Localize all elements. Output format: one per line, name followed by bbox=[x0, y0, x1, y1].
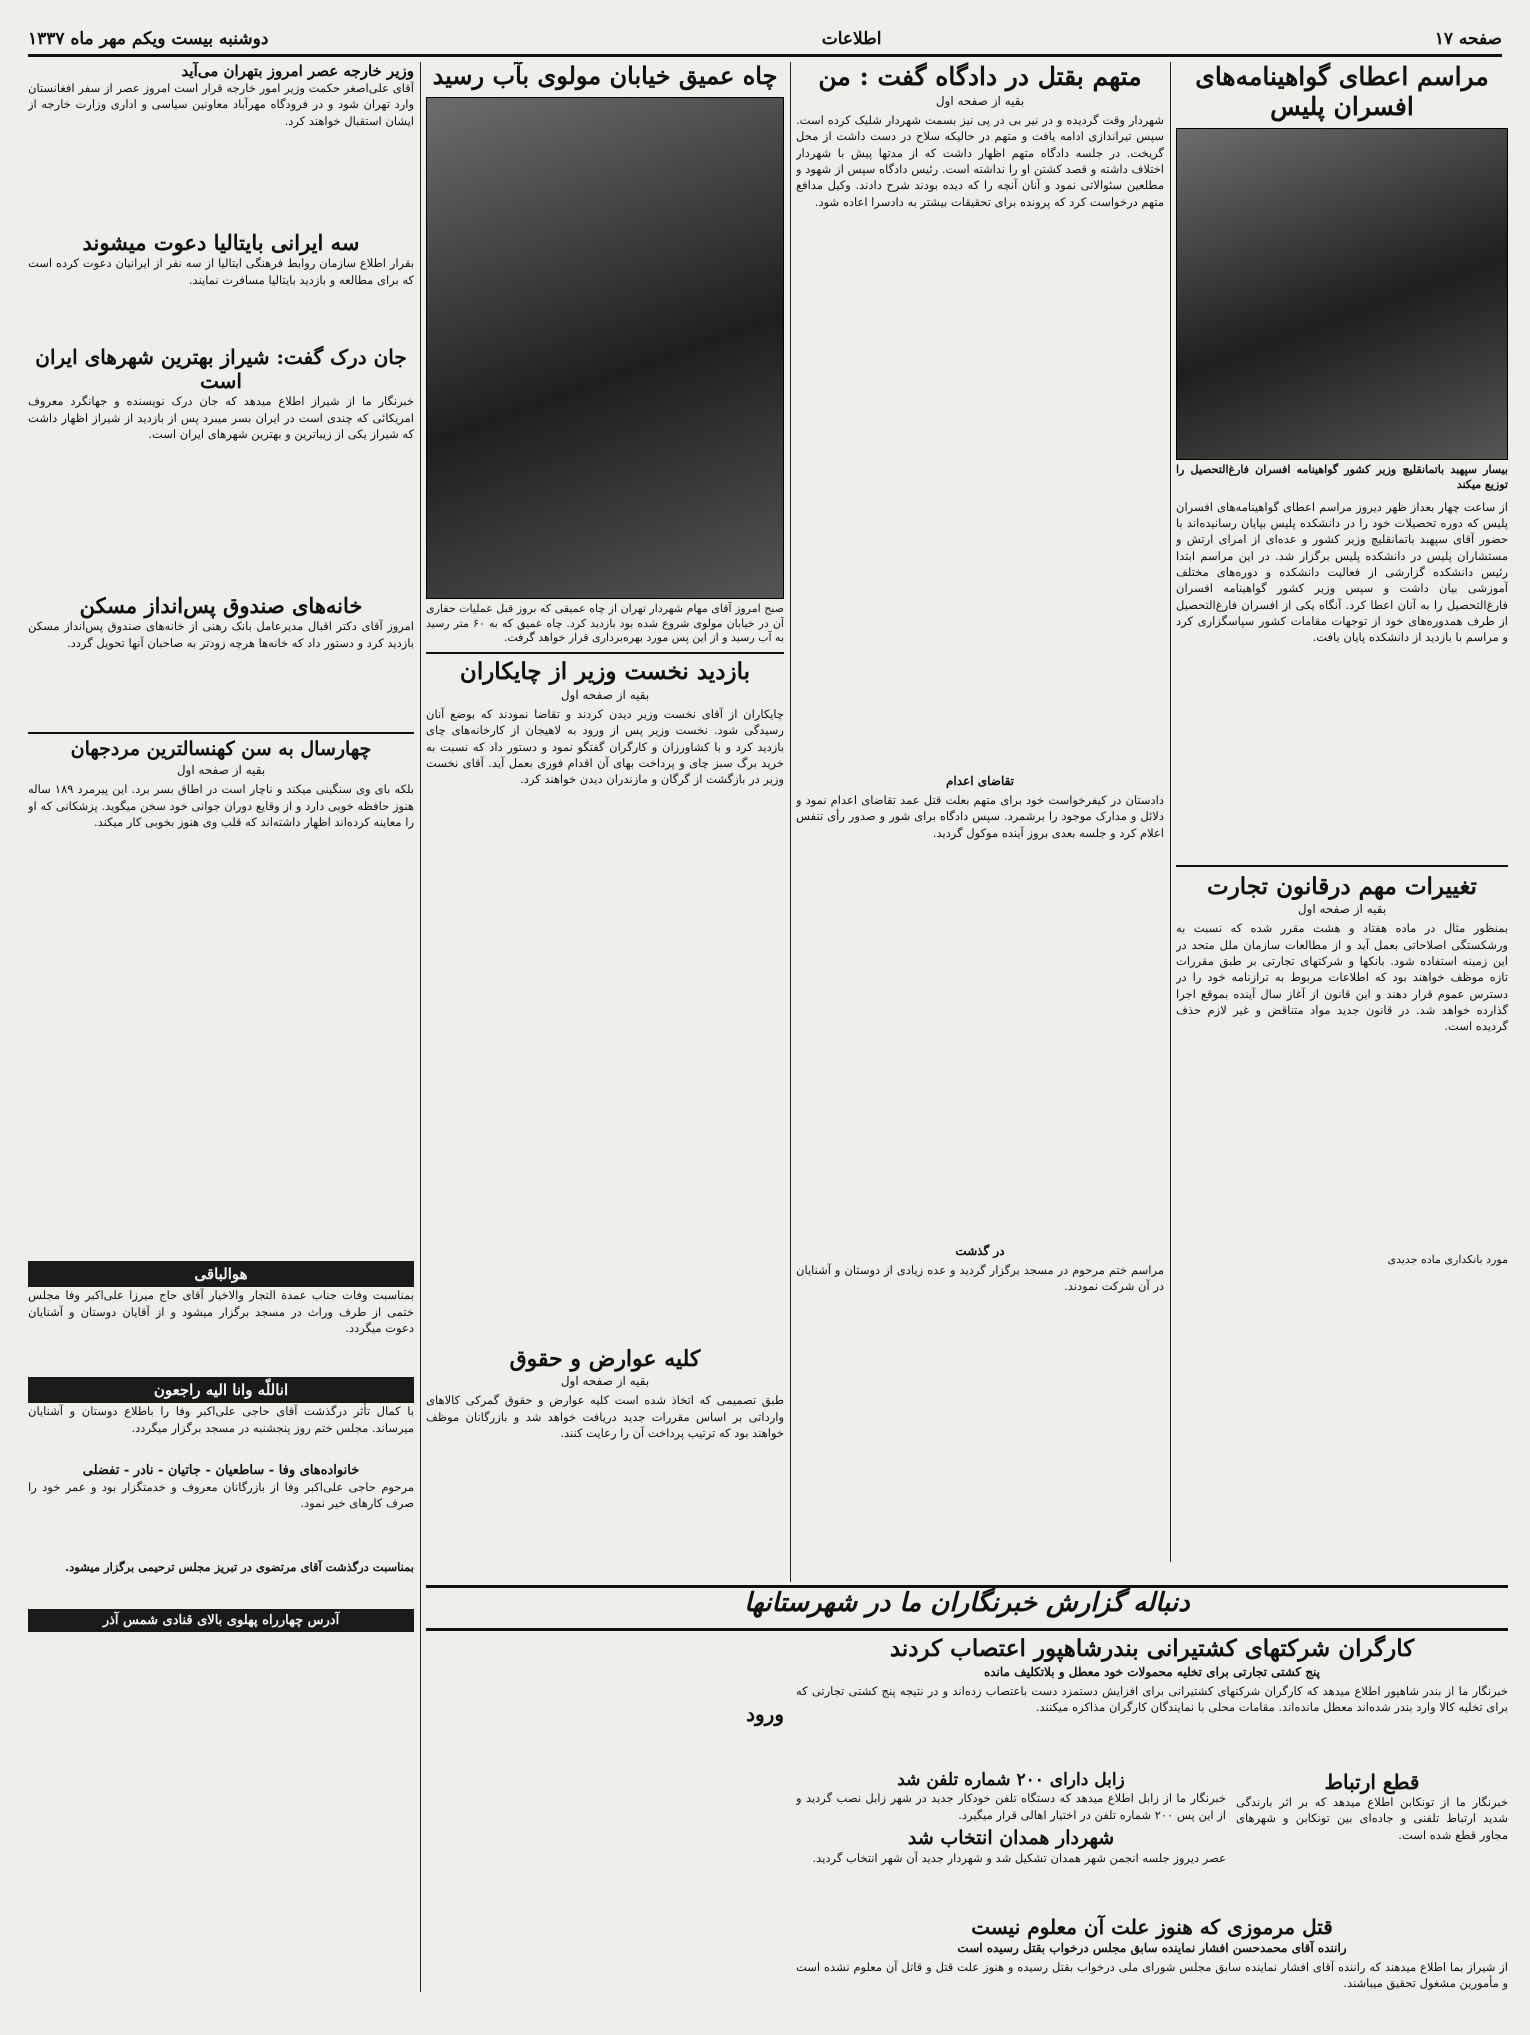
article-foreign-minister: آقای علی‌اصغر حکمت وزیر امور خارجه قرار است امروز عصر از سفر افغانستان وارد تهران شود و در فرودگاه مهرآباد معاونین سیاسی و اداری وزارت خارجه از ایشان استقبال خواهند کرد. bbox=[28, 81, 414, 128]
divider bbox=[1176, 865, 1508, 867]
footnote-trade: مورد بانکداری ماده جدیدی bbox=[1387, 1253, 1508, 1267]
photo-deep-well bbox=[426, 97, 784, 599]
caption-well: صبح امروز آقای مهام شهردار تهران از چاه عمیقی که بروز قبل عملیات حفاری آن در خیابان مولوی شروع شده بود بازدید کرد. چاه عمیق که به ۶۰ متر رسید به آب رسید و از این پس مورد بهره‌برداری قرار خواهد گرفت. bbox=[426, 601, 784, 645]
memorial-address: آدرس چهارراه پهلوی بالای قنادی شمس آذر bbox=[28, 1609, 414, 1632]
newspaper-name: اطلاعات bbox=[821, 29, 882, 49]
column-rule bbox=[790, 62, 791, 1582]
headline-italy: سه ایرانی بایتالیا دعوت میشوند bbox=[82, 230, 360, 255]
continued-label: بقیه از صفحه اول bbox=[560, 1374, 650, 1389]
article-disconnect: خبرنگار ما از تونکابن اطلاع میدهد که بر اثر بارندگی شدید ارتباط تلفنی و جاده‌ای بین تونکابن و شهرهای مجاور قطع شده است. bbox=[1236, 1795, 1508, 1842]
subhead-strike: پنج کشتی تجارتی برای تخلیه محمولات خود معطل و بلاتکلیف مانده bbox=[983, 1664, 1321, 1679]
article-murder: از شیراز بما اطلاع میدهند که راننده آقای افشار نماینده سابق مجلس شورای ملی درخواب بقتل رسیده و هنوز علت قتل و قاتل آن معلوم نشده است و مأمورین مشغول تحقیق میباشند. bbox=[796, 1960, 1508, 1991]
header-rule bbox=[28, 54, 1502, 57]
divider bbox=[426, 652, 784, 654]
continued-label: بقیه از صفحه اول bbox=[935, 94, 1025, 108]
headline-trade-law: تغییرات مهم درقانون تجارت bbox=[1207, 872, 1477, 900]
article-strike: خبرنگار ما از بندر شاهپور اطلاع میدهد که کارگران شرکتهای کشتیرانی برای افزایش دستمزد دست باعتصاب زده‌اند و در نتیجه پنج کشتی تجارتی که برای تخلیه کالا وارد بندر شده‌اند معطل مانده‌اند. مقامات محلی با نمایندگان کارگران مذاکره میکنند. bbox=[796, 1683, 1508, 1714]
headline-foreign-minister: وزیر خارجه عصر امروز بتهران می‌آید bbox=[181, 62, 414, 80]
headline-zabol: زابل دارای ۲۰۰ شماره تلفن شد bbox=[897, 1770, 1125, 1790]
photo-police-ceremony bbox=[1176, 128, 1508, 460]
column-left bbox=[28, 62, 414, 2012]
article-obituary: مراسم ختم مرحوم در مسجد برگزار گردید و عده زیادی از دوستان و آشنایان در آن شرکت نمودند. bbox=[796, 1263, 1164, 1294]
article-police: از ساعت چهار بعداز ظهر دیروز مراسم اعطای گواهینامه‌های افسران پلیس که دوره تحصیلات خود را در دانشکده پلیس بپایان رسانیده‌اند با حضور آقای سپهبد باتمانقلیچ وزیر کشور و عده‌ای از امرای ارتش و مستشاران پلیس در دانشکده پلیس برگزار شد. در این مراسم ابتدا رئیس دانشکده گزارشی از فعالیت دانشکده و دوره‌های مختلف آموزشی بیان داشت و سپس وزیر کشور گواهینامه افسران فارغ‌التحصیل را به آنان اعطا کرد. آنگاه یکی از افسران فارغ‌التحصیل از طرف همدوره‌های خود از توجهات مقامات کشور سپاسگزاری کرد و مراسم با بازدید از دانشکده پایان یافت. bbox=[1176, 499, 1508, 645]
subhead-death-penalty: تقاضای اعدام bbox=[945, 774, 1015, 788]
headline-customs: کلیه عوارض و حقوق bbox=[509, 1345, 701, 1372]
provincial-banner-box bbox=[426, 1585, 1508, 1631]
obituary-banner: هوالباقی bbox=[28, 1261, 414, 1287]
headline-police: مراسم اعطای گواهینامه‌های افسران پلیس bbox=[1195, 62, 1489, 121]
subhead-obituary: در گذشت bbox=[955, 1244, 1005, 1258]
headline-trial: متهم بقتل در دادگاه گفت : من bbox=[818, 62, 1142, 91]
condolence-notice: با کمال تأثر درگذشت آقای حاجی علی‌اکبر وفا را باطلاع دوستان و آشنایان میرساند. مجلس ختم روز پنجشنبه در مسجد برگزار میگردد. bbox=[28, 1404, 414, 1435]
divider bbox=[28, 732, 414, 734]
article-italy: بقرار اطلاع سازمان روابط فرهنگی ایتالیا از سه نفر از ایرانیان دعوت کرده است که برای مطالعه و بازدید بایتالیا مسافرت نمایند. bbox=[28, 256, 414, 287]
article-shiraz: خبرنگار ما از شیراز اطلاع میدهد که جان درک نویسنده و جهانگرد معروف امریکائی که چندی است در ایران بسر میبرد پس از بازدید از شیراز اظهار داشت که شیراز یکی از زیباترین و بهترین شهرهای ایران است. bbox=[28, 394, 414, 441]
article-oldest-man: بلکه بای وی سنگینی میکند و ناچار است در اطاق بسر برد. این پیرمرد ۱۸۹ ساله هنوز حافظه خوبی دارد و از وقایع دوران جوانی خود سخن میگوید. پزشکانی که او را معاینه کرده‌اند اظهار داشته‌اند که قلب وی هنوز بخوبی کار میکند. bbox=[28, 782, 414, 829]
headline-strike: کارگران شرکتهای کشتیرانی بندرشاهپور اعتصاب کردند bbox=[889, 1635, 1415, 1662]
issue-date: دوشنبه بیست ویکم مهر ماه ۱۳۳۷ bbox=[28, 29, 269, 49]
page-header bbox=[28, 26, 1502, 52]
headline-oldest-man: چهارسال به سن کهنسالترین مردجهان bbox=[70, 738, 372, 761]
column-police bbox=[1176, 62, 1508, 1562]
headline-hamedan: شهردار همدان انتخاب شد bbox=[907, 1827, 1115, 1850]
page-number: صفحه ۱۷ bbox=[1434, 29, 1502, 49]
headline-tea-visit: بازدید نخست وزیر از چایکاران bbox=[459, 658, 751, 686]
column-rule bbox=[420, 62, 421, 1992]
provincial-murder bbox=[796, 1915, 1508, 2025]
article-trial: شهردار وقت گردیده و در نیر بی در پی نیز بسمت شهردار شلیک کرده است. سپس تیراندازی ادامه یافت و متهم در حالیکه سلاح در دست داشت از محل گریخت. در جلسه دادگاه متهم اظهار داشت که از مدتها پیش با شهردار اختلاف داشته و قصد کشتن او را نداشته است. رئیس دادگاه سپس از شهود و مطلعین سئوالاتی نمود و آنان آنچه را که دیده بودند شرح دادند. وکیل مدافع متهم درخواست کرد که پرونده برای تحقیقات بیشتر به دادسرا اعاده شود. bbox=[796, 113, 1164, 209]
article-tea-visit: چایکاران از آقای نخست وزیر دیدن کردند و تقاضا نمودند که بوضع آنان رسیدگی شود. نخست وزیر پس از ورود به لاهیجان از کارخانه‌های چای بازدید کرد و با کشاورزان و کارگران گفتگو نمود و دستور داد که نسبت به خرید برگ سبز چای و پرداخت بهای آن اقدام فوری بعمل آید. آقای نخست وزیر در بازگشت از گرگان و مازندران دیدن خواهند کرد. bbox=[426, 706, 784, 787]
headline-disconnect: قطع ارتباط bbox=[1324, 1770, 1420, 1794]
headline-murder: قتل مرموزی که هنوز علت آن معلوم نیست bbox=[971, 1915, 1333, 1939]
article-hamedan: عصر دیروز جلسه انجمن شهر همدان تشکیل شد و شهردار جدید آن شهر انتخاب گردید. bbox=[812, 1850, 1226, 1865]
headline-arrival: ورود bbox=[746, 1702, 784, 1727]
article-customs: طبق تصمیمی که اتخاذ شده است کلیه عوارض و حقوق گمرکی کالاهای وارداتی بر اساس مقررات جدید دریافت خواهد شد و بازرگانان موظف خواهند بود که ترتیب پرداخت آن را رعایت کنند. bbox=[426, 1393, 784, 1440]
memorial-notice: مرحوم حاجی علی‌اکبر وفا از بازرگانان معروف و خدمتگزار بود و عمر خود را صرف کارهای خیر نمود. bbox=[28, 1479, 414, 1511]
obituary-notice: بمناسبت وفات جناب عمدة التجار والاخیار آقای حاج میرزا علی‌اکبر وفا مجلس ختمی از طرف وراث در مسجد برگزار میشود و از آقایان دوستان و آشنایان دعوت میگردد. bbox=[28, 1288, 414, 1335]
provincial-banner: دنباله گزارش خبرنگاران ما در شهرستانها bbox=[744, 1588, 1190, 1618]
article-trial-part2: دادستان در کیفرخواست خود برای متهم بعلت قتل عمد تقاضای اعدام نمود و دلائل و مدارک موجود را برشمرد. سپس دادگاه برای شور و صدور رأی تنفس اعلام کرد و جلسه بعدی بروز آینده موکول گردید. bbox=[796, 793, 1164, 840]
continued-label: بقیه از صفحه اول bbox=[176, 763, 266, 778]
condolence-banner: اناللّه وانا الیه راجعون bbox=[28, 1377, 414, 1403]
column-trial bbox=[796, 62, 1164, 1582]
subhead-murder: راننده آقای محمدحسن افشار نماینده سابق مجلس درخواب بقتل رسیده است bbox=[957, 1941, 1347, 1955]
headline-shiraz: جان درک گفت: شیراز بهترین شهرهای ایران است bbox=[35, 345, 407, 394]
condolence-signers: خانواده‌های وفا - ساطعیان - جاتیان - نادر - تفضلی bbox=[82, 1463, 360, 1479]
column-well bbox=[426, 62, 784, 1992]
article-housing: امروز آقای دکتر اقبال مدیرعامل بانک رهنی از خانه‌های صندوق پس‌انداز مسکن بازدید کرد و دستور داد که خانه‌ها هرچه زودتر به صاحبان آنها تحویل گردد. bbox=[28, 619, 414, 650]
article-trade-law: بمنظور مثال در ماده هفتاد و هشت مقرر شده که نسبت به ورشکستگی اصلاحاتی بعمل آید و از مطالعات سازمان ملل متحد در این زمینه استفاده شود. بانکها و شرکتهای تجارتی بر طبق مقررات تازه موظف خواهند بود که اطلاعات مربوط به ترازنامه خود را در دسترس عموم قرار دهند و این قانون از آغاز سال آینده بموقع اجرا گذارده خواهد شد. در قانون جدید مواد متناقض و غیر لازم حذف گردیده است. bbox=[1176, 921, 1508, 1034]
article-zabol: خبرنگار ما از زابل اطلاع میدهد که دستگاه تلفن خودکار جدید در شهر زابل نصب گردید و از این پس ۲۰۰ شماره تلفن در اختیار اهالی قرار میگیرد. bbox=[796, 1791, 1226, 1822]
provincial-cutoff bbox=[1236, 1770, 1508, 1910]
continued-label: بقیه از صفحه اول bbox=[1297, 902, 1387, 917]
continued-label: بقیه از صفحه اول bbox=[560, 687, 650, 702]
column-rule bbox=[1170, 62, 1171, 1562]
caption-police: بیسار سپهبد باتمانقلیچ وزیر کشور گواهینامه افسران فارغ‌التحصیل را توزیع میکند bbox=[1176, 463, 1508, 491]
headline-well: چاه عمیق خیابان مولوی بآب رسید bbox=[432, 62, 778, 90]
memorial-notice-tabriz: بمناسبت درگذشت آقای مرتضوی در تبریز مجلس ترحیمی برگزار میشود. bbox=[65, 1559, 414, 1574]
provincial-phones bbox=[796, 1770, 1226, 1910]
headline-housing: خانه‌های صندوق پس‌انداز مسکن bbox=[79, 593, 363, 619]
